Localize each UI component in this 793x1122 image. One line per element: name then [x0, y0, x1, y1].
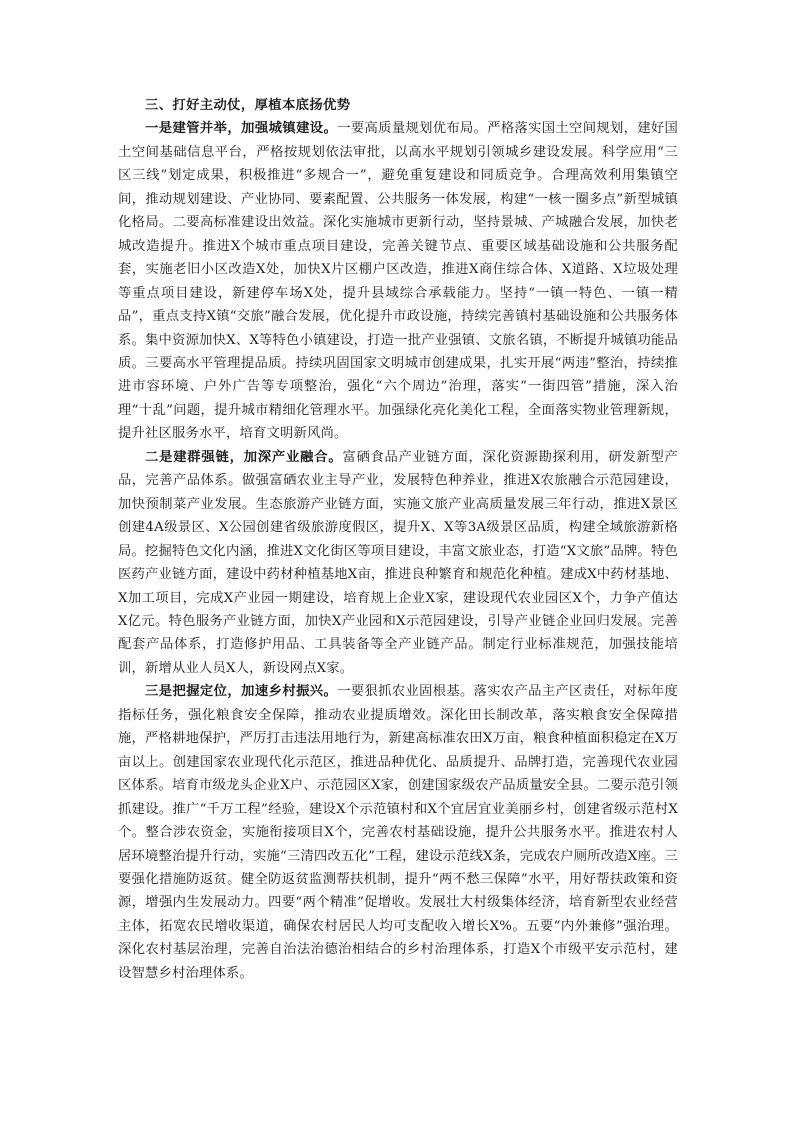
- document-page: [118, 94, 678, 985]
- paragraph-body: 一要高质量规划优布局。严格落实国土空间规划，建好国土空间基础信息平台，严格按规划依法审批，以高水平规划引领城乡建设发展。科学应用“三区三线”划定成果，积极推进“多规合一”，避免重复建设和同质竞争。合理高效利用集镇空间，推动规划建设、产业协同、要素配置、公共服务一体发展，构建“一核一圈多点”新型城镇化格局。二要高标准建设出效益。深化实施城市更新行动，坚持景城、产城融合发展，加快老城改造提升。推进X个城市重点项目建设，完善关键节点、重要区域基础设施和公共服务配套，实施老旧小区改造X处，加快X片区棚户区改造，推进X商住综合体、X道路、X垃圾处理等重点项目建设，新建停车场X处，提升县域综合承载能力。坚持“一镇一特色、一镇一精品”，重点支持X镇“交旅”融合发展，优化提升市政设施，持续完善镇村基础设施和公共服务体系。集中资源加快X、X等特色小镇建设，打造一批产业强镇、文旅名镇，不断提升城镇功能品质。三要高水平管理提品质。持续巩固国家文明城市创建成果，扎实开展“两违”整治，持续推进市容环境、户外广告等专项整治，强化“六个周边”治理，落实“一街四管”措施，深入治理“十乱”问题，提升城市精细化管理水平。加强绿化亮化美化工程，全面落实物业管理新规，提升社区服务水平，培育文明新风尚。: [118, 121, 678, 442]
- paragraph-lead: 一是建管并举，加强城镇建设。: [145, 121, 338, 137]
- paragraph-urban-construction: [118, 117, 678, 445]
- paragraph-lead: 二是建群强链，加深产业融合。: [145, 449, 343, 465]
- section-heading: 三、打好主动仗，厚植本底扬优势: [145, 98, 351, 113]
- paragraph-body: 富硒食品产业链方面，深化资源勘探利用，研发新型产品，完善产品体系。做强富硒农业主导产业，发展特色种养业，推进X农旅融合示范园建设，加快预制菜产业发展。生态旅游产业链方面，实施文旅产业高质量发展三年行动，推进X景区创建4A级景区、X公园创建省级旅游度假区，提升X、X等3A级景区品质，构建全域旅游新格局。挖掘特色文化内涵，推进X文化街区等项目建设，丰富文旅业态，打造“X文旅”品牌。特色医药产业链方面，建设中药材种植基地X亩，推进良种繁育和规范化种植。建成X中药材基地、X加工项目，完成X产业园一期建设，培育规上企业X家，建设现代农业园区X个，力争产值达X亿元。特色服务产业链方面，加快X产业园和X示范园建设，引导产业链企业回归发展。完善配套产品体系，打造修护用品、工具装备等全产业链产品。制定行业标准规范，加强技能培训，新增从业人员X人，新设网点X家。: [118, 449, 678, 676]
- paragraph-rural-revitalization: [118, 680, 678, 985]
- paragraph-body: 一要狠抓农业固根基。落实农产品主产区责任，对标年度指标任务，强化粮食安全保障，推动农业提质增效。深化田长制改革，落实粮食安全保障措施，严格耕地保护，严厉打击违法用地行为，新建高标准农田X万亩，粮食种植面积稳定在X万亩以上。创建国家农业现代化示范区，推进品种优化、品质提升、品牌打造，完善现代农业园区体系。培育市级龙头企业X户、示范园区X家，创建国家级农产品质量安全县。二要示范引领抓建设。推广“千万工程”经验，建设X个示范镇村和X个宜居宜业美丽乡村，创建省级示范村X个。整合涉农资金，实施衔接项目X个，完善农村基础设施，提升公共服务水平。推进农村人居环境整治提升行动，实施“三清四改五化”工程，建设示范线X条，完成农户厕所改造X座。三要强化措施防返贫。健全防返贫监测帮扶机制，提升“两不愁三保障”水平，用好帮扶政策和资源，增强内生发展动力。四要“两个精准”促增收。发展壮大村级集体经济，培育新型农业经营主体，拓宽农民增收渠道，确保农村居民人均可支配收入增长X%。五要“内外兼修”强治理。深化农村基层治理，完善自治法治德治相结合的乡村治理体系，打造X个市级平安示范村，建设智慧乡村治理体系。: [118, 684, 678, 981]
- paragraph-industry-integration: [118, 446, 678, 681]
- paragraph-lead: 三是把握定位，加速乡村振兴。: [145, 684, 338, 700]
